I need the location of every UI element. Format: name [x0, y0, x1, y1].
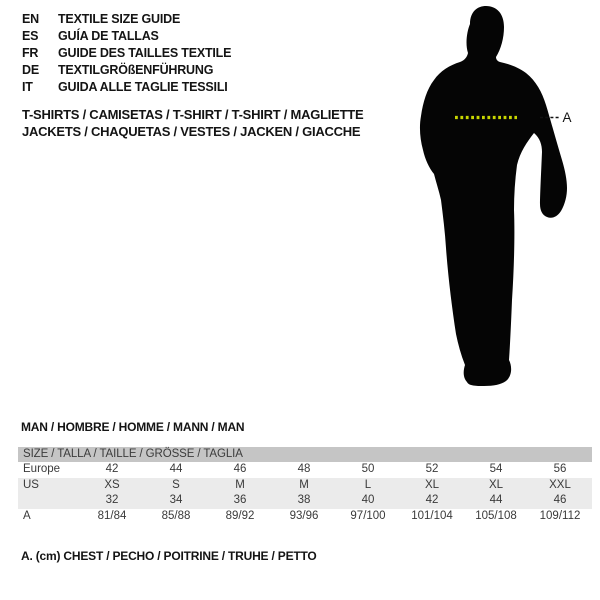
language-label: TEXTILGRÖßENFÜHRUNG — [58, 62, 214, 77]
language-label: GUIDA ALLE TAGLIE TESSILI — [58, 79, 228, 94]
category-heading — [22, 106, 363, 141]
language-code: ES — [22, 29, 39, 44]
language-label: TEXTILE SIZE GUIDE — [58, 12, 181, 27]
row-label: A — [23, 509, 31, 522]
language-code: DE — [22, 62, 39, 77]
table-cell: XS — [104, 478, 120, 491]
table-cell: 42 — [105, 463, 119, 475]
table-cell: 81/84 — [97, 509, 127, 522]
size-table-header: SIZE / TALLA / TAILLE / GRÖSSE / TAGLIA — [18, 447, 592, 462]
table-cell: 42 — [425, 494, 439, 506]
row-label: Europe — [23, 463, 61, 475]
language-item-en — [22, 11, 231, 28]
language-item-it — [22, 78, 231, 95]
language-code: EN — [22, 12, 39, 27]
table-cell: 40 — [361, 494, 375, 506]
table-cell: 44 — [169, 463, 183, 475]
table-cell: 54 — [489, 463, 503, 475]
measure-label-a: A — [562, 110, 572, 125]
table-cell: 85/88 — [161, 509, 191, 522]
table-cell: S — [172, 478, 180, 491]
row-label: US — [23, 478, 39, 491]
table-cell: 93/96 — [289, 509, 319, 522]
man-silhouette — [420, 6, 567, 386]
measurement-footnote: A. (cm) CHEST / PECHO / POITRINE / TRUHE / PETTO — [21, 549, 317, 563]
language-label: GUIDE DES TAILLES TEXTILE — [58, 45, 232, 60]
table-cell: 34 — [169, 494, 183, 506]
category-line-tshirts: T-SHIRTS / CAMISETAS / T-SHIRT / T-SHIRT / MAGLIETTE — [22, 107, 364, 122]
table-cell: 46 — [233, 463, 247, 475]
size-table — [18, 447, 592, 524]
language-list — [22, 11, 231, 95]
man-silhouette-figure — [410, 0, 600, 410]
table-cell: 32 — [105, 494, 119, 506]
table-cell: 50 — [361, 463, 375, 475]
table-cell: XXL — [549, 478, 571, 491]
table-cell: 56 — [553, 463, 567, 475]
language-item-de — [22, 61, 231, 78]
language-label: GUÍA DE TALLAS — [58, 29, 159, 44]
table-row-europe — [18, 462, 592, 478]
table-cell: L — [364, 478, 372, 491]
language-code: IT — [22, 79, 33, 94]
category-line-jackets: JACKETS / CHAQUETAS / VESTES / JACKEN / GIACCHE — [22, 124, 361, 140]
table-cell: 36 — [233, 494, 247, 506]
table-cell: XL — [424, 478, 440, 491]
section-title-man: MAN / HOMBRE / HOMME / MANN / MAN — [21, 420, 245, 434]
table-row-chest-a — [18, 509, 592, 525]
language-code: FR — [22, 45, 39, 60]
language-item-es — [22, 28, 231, 45]
table-cell: M — [299, 478, 309, 491]
row-label — [18, 493, 80, 509]
language-item-fr — [22, 45, 231, 62]
table-cell: 52 — [425, 463, 439, 475]
table-cell: 109/112 — [539, 509, 581, 522]
table-cell: 46 — [553, 494, 567, 506]
table-row-numeric — [18, 493, 592, 509]
table-cell: 89/92 — [225, 509, 255, 522]
table-cell: 38 — [297, 494, 311, 506]
table-cell: 105/108 — [475, 509, 517, 522]
table-cell: XL — [488, 478, 504, 491]
table-cell: 101/104 — [411, 509, 453, 522]
table-cell: M — [235, 478, 245, 491]
table-row-us — [18, 478, 592, 494]
table-cell: 44 — [489, 494, 503, 506]
table-cell: 97/100 — [350, 509, 386, 522]
table-cell: 48 — [297, 463, 311, 475]
